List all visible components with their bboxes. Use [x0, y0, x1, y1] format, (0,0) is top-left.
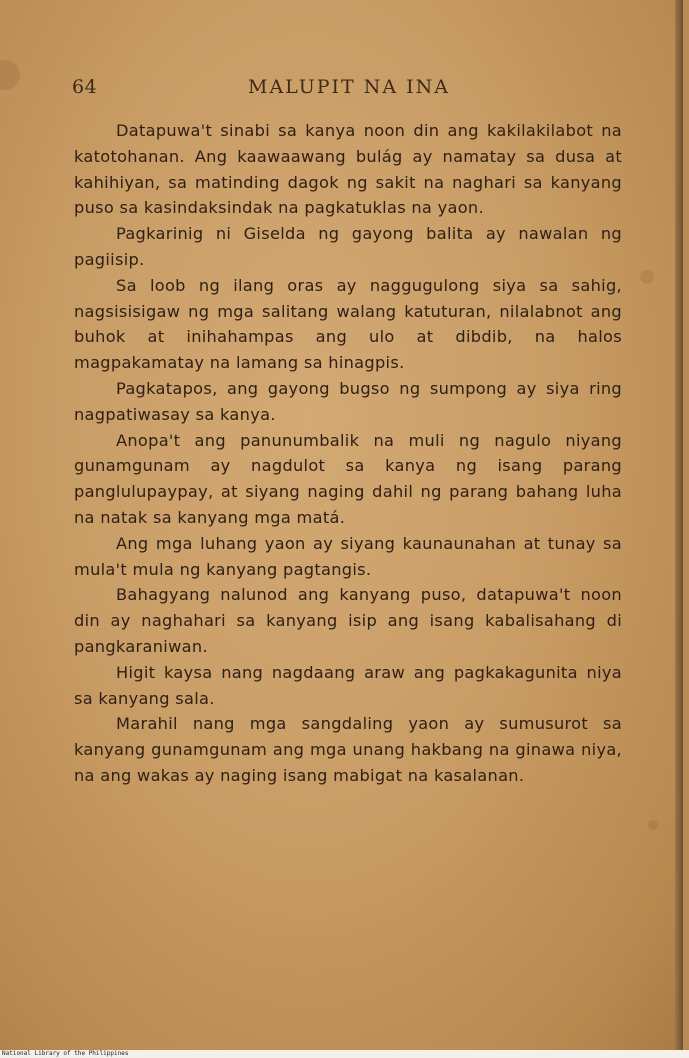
paper-stain [648, 820, 658, 830]
paper-stain [0, 60, 20, 90]
library-credit: National Library of the Philippines [2, 1050, 129, 1057]
page-number: 64 [72, 76, 98, 98]
paragraph: Anopa't ang panunumbalik na muli ng nagulo niyang gunamgunam ay nagdulot sa kanya ng isang parang panglulupaypay, at siyang naging dahil ng parang bahang luha na natak sa kanyang mga matá. [74, 430, 622, 527]
page-header [72, 76, 628, 100]
paragraph: Pagkatapos, ang gayong bugso ng sumpong ay siya ring nagpatiwasay sa kanya. [74, 378, 622, 424]
page-edge [675, 0, 683, 1050]
paragraph: Higit kaysa nang nagdaang araw ang pagkakagunita niya sa kanyang sala. [74, 662, 622, 708]
paragraph: Marahil nang mga sangdaling yaon ay sumusurot sa kanyang gunamgunam ang mga unang hakbang na ginawa niya, na ang wakas ay naging isang mabigat na kasalanan. [74, 714, 622, 785]
paragraph: Pagkarinig ni Giselda ng gayong balita ay nawalan ng pagiisip. [74, 224, 622, 269]
paper-stain [640, 270, 654, 284]
paragraph: Ang mga luhang yaon ay siyang kaunaunahan at tunay sa mula't mula ng kanyang pagtangis. [74, 533, 622, 579]
paragraph: Sa loob ng ilang oras ay naggugulong siya sa sahig, nagsisisigaw ng mga salitang walang katuturan, nilalabnot ang buhok at inihahampas ang ulo at dibdib, na halos magpakamatay na lamang sa hinagpis. [74, 275, 622, 373]
paragraph: Bahagyang nalunod ang kanyang puso, datapuwa't noon din ay naghahari sa kanyang isip ang isang kabalisahang di pangkaraniwan. [74, 585, 622, 656]
running-title: MALUPIT NA INA [248, 76, 451, 98]
body-text [74, 118, 622, 789]
paragraph: Datapuwa't sinabi sa kanya noon din ang kakilakilabot na katotohanan. Ang kaawaawang bulág ay namatay sa dusa at kahihiyan, sa matinding dagok ng sakit na naghari sa kanyang puso sa kasindaksindak na pagkatuklas na yaon. [74, 121, 622, 218]
